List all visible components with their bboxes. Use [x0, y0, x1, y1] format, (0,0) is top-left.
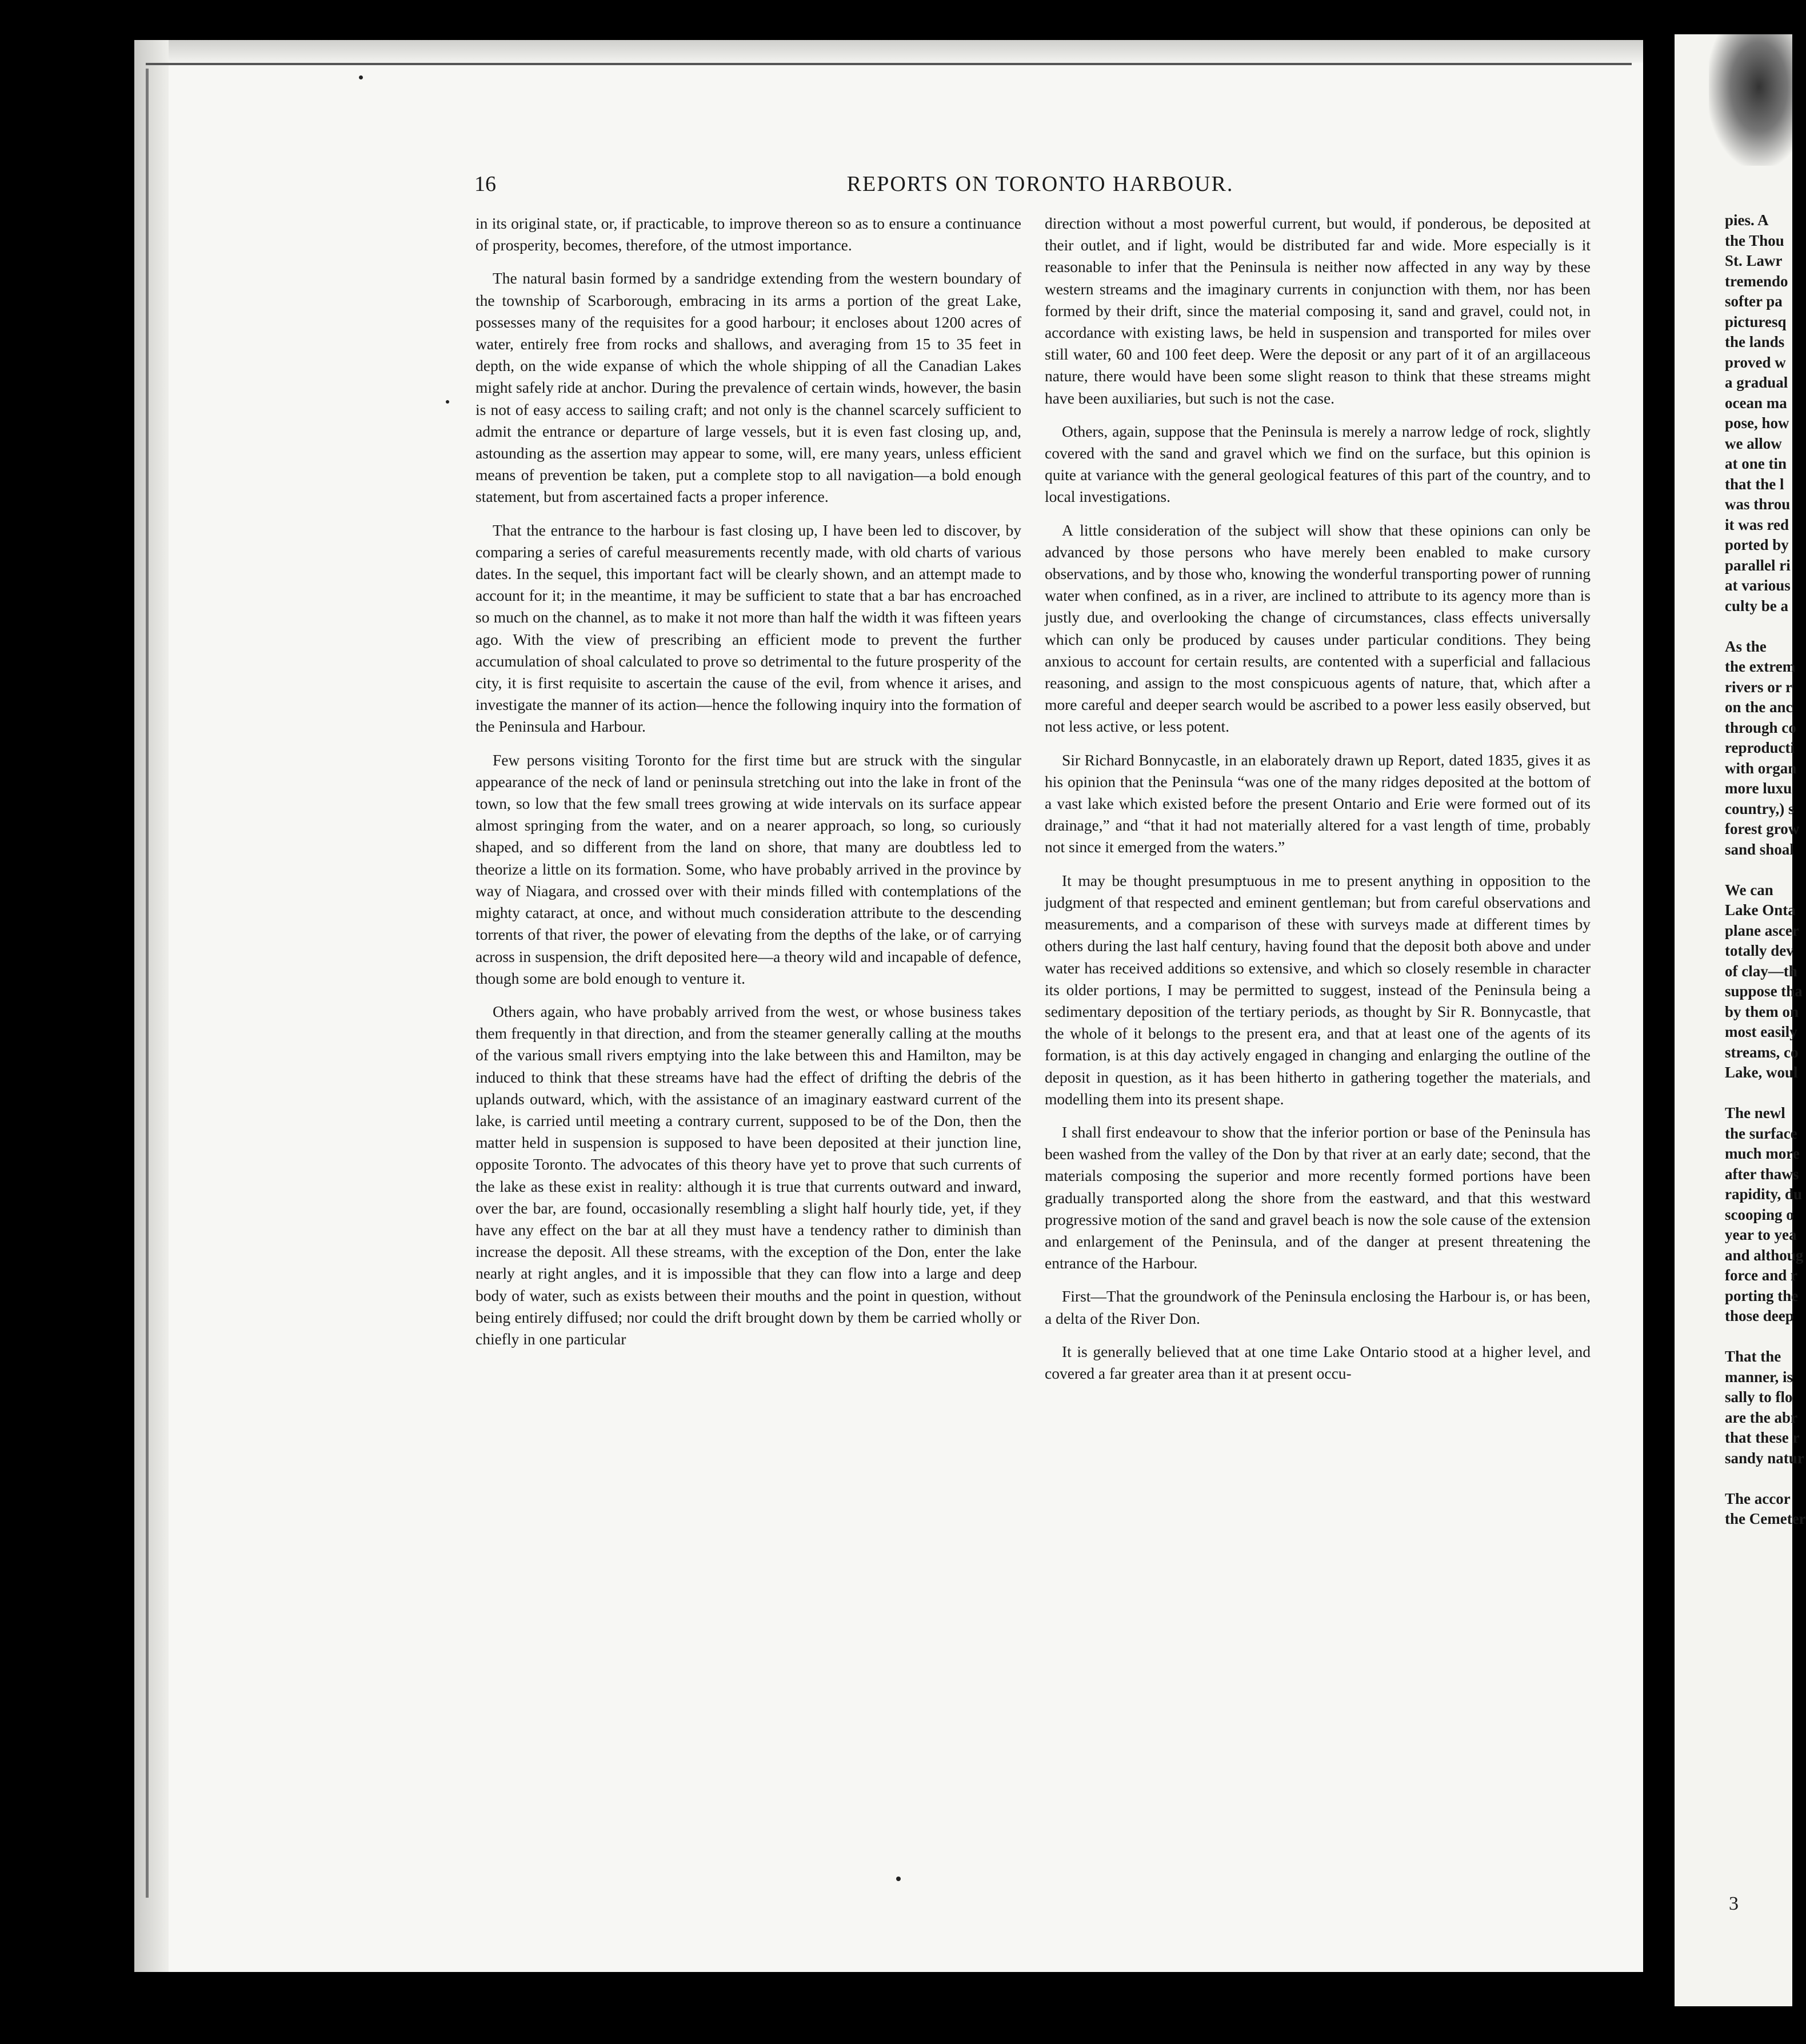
paragraph: The natural basin formed by a sandridge extending from the western boundary of the township of Scarborough, embracing in its arms a portion of the great Lake, possesses many of the requisites for a good harbour; it encloses about 1200 acres of water, entirely free from rocks and shallows, and averaging from 15 to 35 feet in depth, on the wide expanse of which the whole shipping of all the Canadian Lakes might safely ride at anchor. During the prevalence of certain winds, however, the basin is not of easy access to sailing craft; and not only is the channel scarcely sufficient to admit the entrance or departure of large vessels, but it is even fast closing up, and, astounding as the assertion may appear to some, will, ere many years, unless efficient means of prevention be taken, put a complete stop to all navigation—a bold enough statement, but from ascertained facts a proper inference. — [476, 269, 1021, 506]
facing-page-line: the extrem — [1725, 658, 1796, 675]
facing-page-line: of clay—th — [1725, 962, 1797, 980]
facing-page-line: tremendo — [1725, 272, 1788, 290]
paragraph: Sir Richard Bonnycastle, in an elaborately drawn up Report, dated 1835, gives it as his opinion that the Peninsula “was one of the many ridges deposited at the bottom of a vast lake which existed before the present Ontario and Erie were formed out of its drainage,” and “that it had not materially altered for a vast length of time, probably not since it emerged from the waters.” — [1045, 750, 1591, 856]
left-column — [476, 213, 1021, 1362]
facing-page-line: on the anc — [1725, 698, 1793, 716]
facing-page-line: totally dev — [1725, 942, 1794, 959]
facing-page-line: reproducti — [1725, 739, 1795, 756]
page-header — [474, 171, 1606, 200]
facing-page-line: suppose tha — [1725, 983, 1803, 1000]
facing-page-line: The newl — [1725, 1104, 1785, 1121]
paragraph: It may be thought presumptuous in me to present anything in opposition to the judgment of that respected and eminent gentleman; but from careful observations and measurements, and a comparison of these with surveys made at different times by others during the last half century, having found that the deposit both above and under water has received additions so extensive, and which so closely resemble in character its older portions, I may be permitted to suggest, instead of the Peninsula being a sedimentary deposition of the tertiary periods, as thought by Sir R. Bonnycastle, that the whole of it belongs to the present era, and that at least one of the agents of its formation, is at this day actively engaged in changing and enlarging the outline of the deposit in question, as it has been hitherto in gathering together the materials, and modelling them into its present shape. — [1045, 871, 1591, 1108]
paragraph: It is generally believed that at one time Lake Ontario stood at a higher level, and covered a far greater area than it at present occu- — [1045, 1342, 1591, 1382]
paragraph: in its original state, or, if practicable, to improve thereon so as to ensure a continuance of prosperity, becomes, therefore, of the utmost importance. — [476, 214, 1021, 254]
paragraph: First—That the groundwork of the Peninsula enclosing the Harbour is, or has been, a delta of the River Don. — [1045, 1287, 1591, 1327]
facing-page-line: softer pa — [1725, 293, 1783, 310]
facing-page-line — [1725, 1468, 1792, 1489]
facing-page-line: That the — [1725, 1348, 1781, 1365]
paragraph: That the entrance to the harbour is fast closing up, I have been led to discover, by comparing a series of careful measurements recently made, with old charts of various dates. In the sequel, this important fact will be clearly shown, and an attempt made to account for it; in the meantime, it may be sufficient to state that a bar has encroached so much on the channel, as to make it not more than half the width it was fifteen years ago. With the view of prescribing an efficient mode to prevent the further accumulation of shoal calculated to prove so detrimental to the future prosperity of the city, it is first requisite to ascertain the cause of the evil, from whence it arises, and investigate the manner of its action—hence the following inquiry into the formation of the Peninsula and Harbour. — [476, 521, 1021, 736]
facing-page-line: ported by — [1725, 536, 1789, 553]
facing-page-line: sally to flo — [1725, 1388, 1793, 1406]
facing-page-line: Lake Onta — [1725, 901, 1796, 919]
running-title: REPORTS ON TORONTO HARBOUR. — [846, 172, 1234, 196]
facing-page-line: country,) s — [1725, 800, 1795, 817]
facing-page-line: sandy natur — [1725, 1449, 1804, 1467]
facing-page-line: As the — [1725, 637, 1767, 655]
facing-page-line — [1725, 616, 1792, 637]
facing-page-line: a gradual — [1725, 374, 1788, 391]
facing-page-line: most easily — [1725, 1023, 1797, 1040]
facing-page-line: St. Lawr — [1725, 252, 1783, 269]
paragraph: Few persons visiting Toronto for the first time but are struck with the singular appearance of the neck of land or peninsula stretching out into the lake in front of the town, so low that the few small trees growing at wide intervals on its surface appear almost springing from the water, and on a nearer approach, so long, so curiously shaped, and so different from the land on shore, that many are doubtless led to theorize a little on its formation. Some, who have probably arrived in the province by way of Niagara, and crossed over with their minds filled with contemplations of the mighty cataract, at once, and without much consideration attribute to the descending torrents of that river, the power of elevating from the depths of the lake, or of carrying across in suspension, the drift deposited here—a theory wild and incapable of defence, though some are bold enough to venture it. — [476, 750, 1021, 987]
page-number: 16 — [474, 172, 496, 196]
facing-page-line: with organ — [1725, 759, 1797, 777]
paragraph: Others again, who have probably arrived from the west, or whose business takes them frequently in that direction, and from the steamer generally calling at the mouths of the various small rivers emptying into the lake between this and Hamilton, may be induced to think that these streams have had the effect of drifting the debris of the uplands outward, which, with the assistance of an imaginary eastward current of the lake, is carried until meeting a contrary current, supposed to be of the Don, then the matter held in suspension is supposed to have been deposited at their junction line, opposite Toronto. The advocates of this theory have yet to prove that such currents of the lake as these exist in reality: although it is true that currents outward and inward, over the bar, are found, occasionally resembling a slight half hourly tide, yet, if they have any effect on the bar at all they must have a tendency rather to diminish than increase the deposit. All these streams, with the exception of the Don, enter the lake nearly at right angles, and it is impossible that they can flow into a large and deep body of water, such as exists between their mouths and the point in question, without being entirely diffused; nor could the drift brought down by them be carried wholly or chiefly in one particular — [476, 1002, 1021, 1348]
facing-page-line: much more — [1725, 1145, 1800, 1162]
facing-page-line: forest grow — [1725, 820, 1800, 837]
facing-page-line: parallel ri — [1725, 556, 1791, 574]
facing-page-line: was throu — [1725, 496, 1791, 513]
facing-page-line: pose, how — [1725, 414, 1789, 432]
facing-page-line: proved w — [1725, 353, 1786, 371]
facing-page-line: We can — [1725, 881, 1773, 899]
paragraph: direction without a most powerful current, but would, if ponderous, be deposited at their outlet, and if light, would be distributed far and wide. More especially is it reasonable to infer that the Peninsula is neither now affected in any way by these western streams and the imaginary currents in conjunction with them, nor has been formed by their drift, since the material composing it, sand and gravel, could not, in accordance with existing laws, be held in suspension and transported for miles over still water, 60 and 100 feet deep. Were the deposit or any part of it of an argillaceous nature, there would have been some slight reason to think that these streams might have been auxiliaries, but such is not the case. — [1045, 214, 1591, 407]
facing-page-line: those deep — [1725, 1307, 1794, 1324]
page-shadow-left — [134, 40, 169, 1972]
right-column — [1045, 213, 1591, 1396]
facing-page-line: rapidity, du — [1725, 1185, 1803, 1203]
facing-page-line: the surface — [1725, 1124, 1797, 1142]
facing-page-line: ocean ma — [1725, 394, 1787, 412]
page-border-left — [146, 69, 149, 1898]
facing-page-line — [1725, 1327, 1792, 1347]
facing-page-line: Lake, woul — [1725, 1064, 1798, 1081]
facing-page-line: at various — [1725, 577, 1791, 594]
page-shadow-top — [134, 40, 1643, 63]
facing-page-line: after thaws — [1725, 1165, 1799, 1183]
facing-page-line: manner, is — [1725, 1368, 1793, 1386]
facing-page-line: porting the — [1725, 1287, 1799, 1304]
scan-speck — [359, 75, 363, 79]
paragraph: I shall first endeavour to show that the inferior portion or base of the Peninsula has been washed from the valley of the Don by that river at an early date; second, that the materials composing the superior and more recently formed portions have been gradually transported along the shore from the eastward, and that this westward progressive motion of the sand and gravel beach is now the sole cause of the extension and enlargement of the Peninsula, and of the danger at present threatening the entrance of the Harbour. — [1045, 1123, 1591, 1272]
facing-page-line: scooping o — [1725, 1205, 1794, 1223]
facing-page-line — [1725, 1083, 1792, 1104]
facing-page-line: sand shoal — [1725, 840, 1794, 858]
page-border-top — [146, 63, 1632, 65]
facing-page-line: more luxu — [1725, 780, 1792, 797]
scan-speck — [896, 1877, 901, 1881]
facing-page-line: pies. A — [1725, 211, 1769, 229]
scan-smudge — [1709, 34, 1792, 166]
facing-page-line: and althoug — [1725, 1246, 1804, 1264]
facing-page-line: culty be a — [1725, 597, 1788, 614]
facing-page-line: at one tin — [1725, 455, 1787, 472]
facing-page-line: it was red — [1725, 516, 1789, 533]
facing-page-line: year to yea — [1725, 1226, 1797, 1243]
facing-page-line: we allow — [1725, 434, 1782, 452]
facing-page-line: by them on — [1725, 1003, 1799, 1020]
scan-speck — [446, 400, 449, 404]
facing-page-line: streams, co — [1725, 1043, 1799, 1061]
facing-page-line: The accor — [1725, 1490, 1791, 1507]
facing-page-line: plane ascer — [1725, 921, 1799, 939]
paragraph: Others, again, suppose that the Peninsula is merely a narrow ledge of rock, slightly covered with the sand and gravel which we find on the surface, but this opinion is quite at variance with the general geological features of this part of the country, and to local investigations. — [1045, 422, 1591, 506]
facing-page-line: the lands — [1725, 333, 1785, 350]
facing-page-line: the Thou — [1725, 231, 1784, 249]
facing-page-marker: 3 — [1729, 1893, 1739, 1914]
facing-page-line: that these r — [1725, 1429, 1800, 1446]
facing-page-line: force and r — [1725, 1267, 1797, 1284]
facing-page-line: the Cemeter — [1725, 1510, 1806, 1527]
facing-page-text — [1725, 210, 1806, 1530]
facing-page-line: are the abr — [1725, 1408, 1797, 1426]
facing-page-line: picturesq — [1725, 313, 1787, 330]
facing-page-line: that the l — [1725, 475, 1784, 493]
facing-page-line — [1725, 860, 1792, 880]
paragraph: A little consideration of the subject will show that these opinions can only be advanced by those persons who have merely been enabled to make cursory observations, and by those who, knowing the wonderful transporting power of running water when confined, as in a river, are inclined to attribute to its agency more than is justly due, and overlooking the change of circumstances, class effects universally which can only be produced by causes under particular conditions. They being anxious to account for certain results, are contented with a superficial and fallacious reasoning, and assign to the most conspicuous agents of nature, that, which after a more careful and deeper search would be ascribed to a power less easily observed, but not less active, or less potent. — [1045, 521, 1591, 736]
facing-page-line: rivers or r — [1725, 678, 1792, 696]
facing-page-line: through co — [1725, 718, 1796, 736]
